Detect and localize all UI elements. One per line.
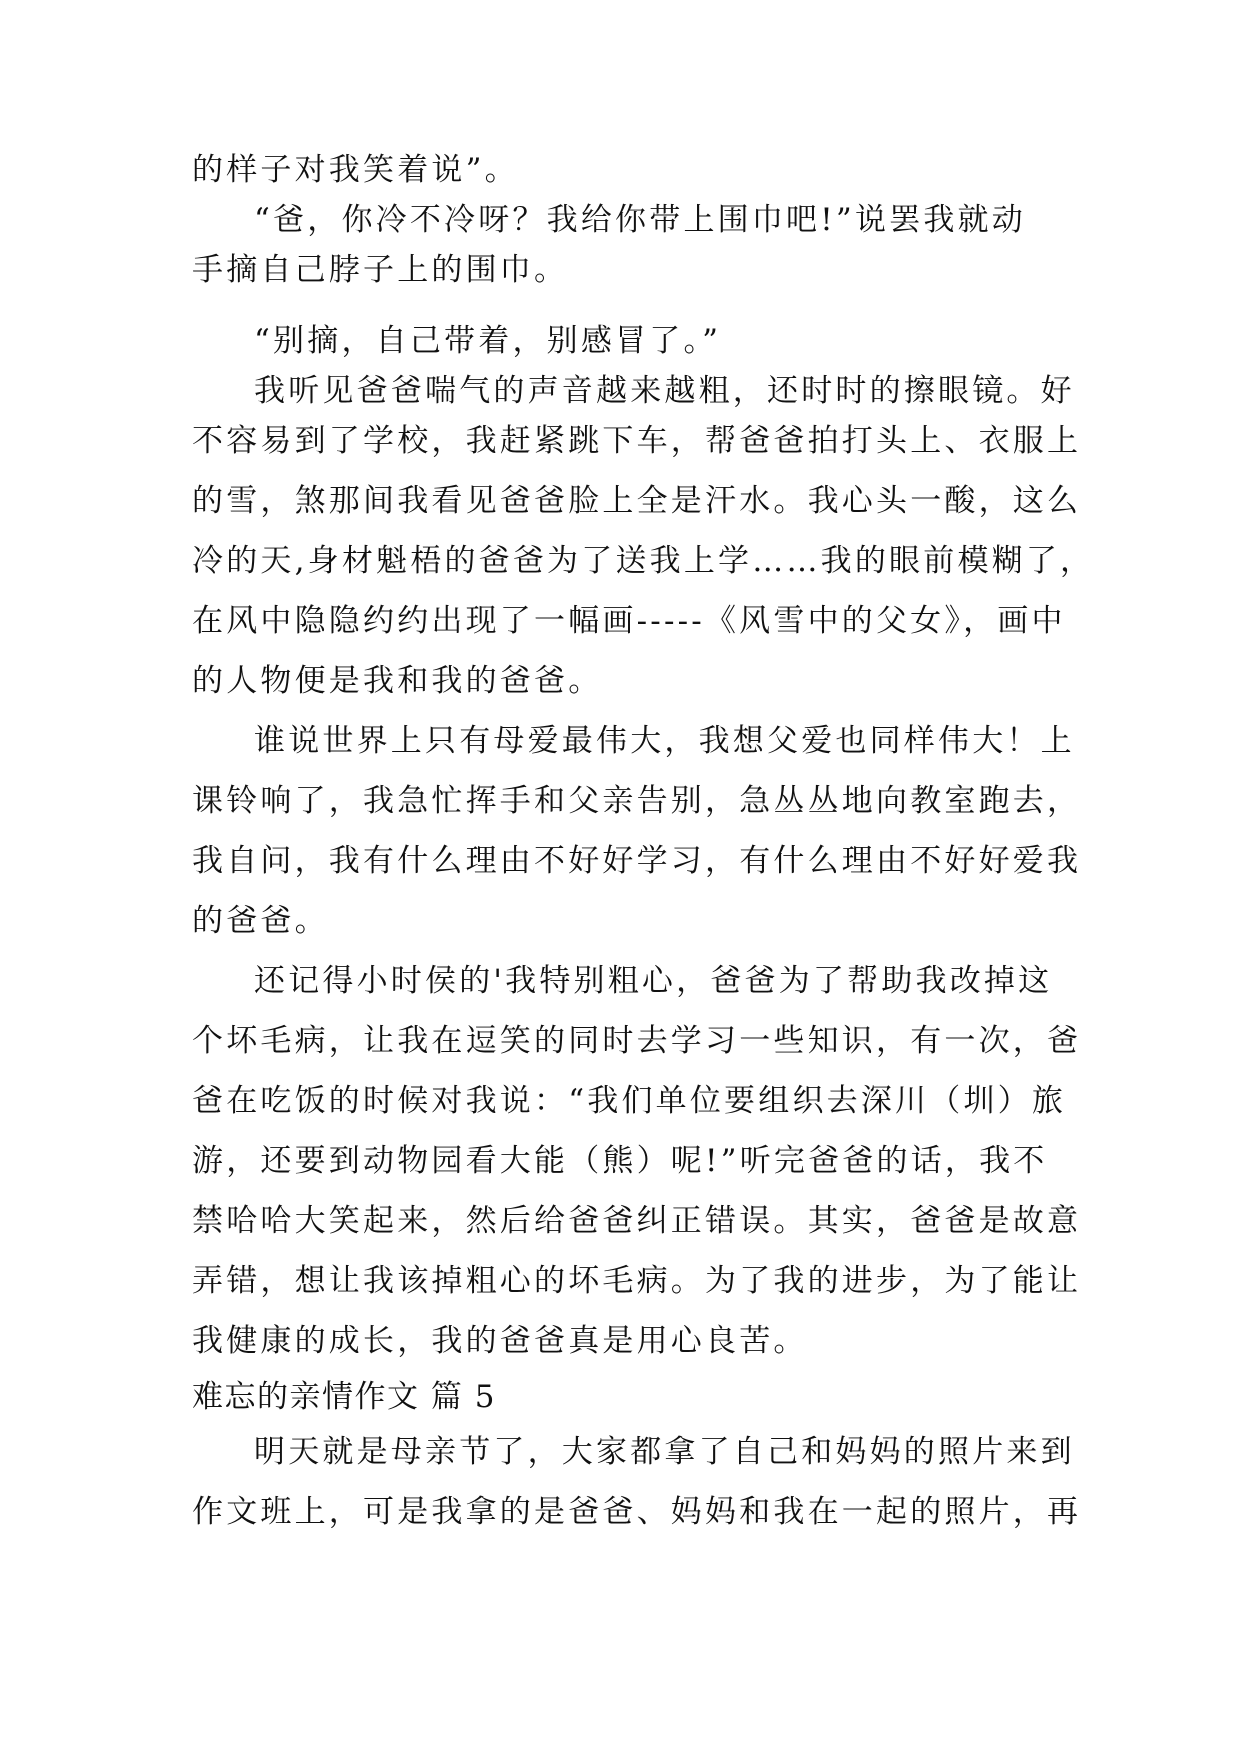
text-line: “别摘，自己带着，别感冒了。”	[254, 323, 722, 359]
text-line: 我听见爸爸喘气的声音越来越粗，还时时的擦眼镜。好	[254, 373, 1075, 409]
text-line: 的雪，煞那间我看见爸爸脸上全是汗水。我心头一酸，这么	[192, 483, 1082, 519]
text-line: 爸在吃饭的时候对我说：“我们单位要组织去深川（圳）旅	[192, 1083, 1067, 1119]
text-line: 的爸爸。	[192, 903, 329, 939]
text-line: 禁哈哈大笑起来，然后给爸爸纠正错误。其实，爸爸是故意	[192, 1203, 1082, 1239]
text-line: 的人物便是我和我的爸爸。	[192, 663, 603, 699]
text-line: 在风中隐隐约约出现了一幅画-----《风雪中的父女》，画中	[192, 603, 1066, 639]
text-line: 谁说世界上只有母爱最伟大，我想父爱也同样伟大！上	[254, 723, 1075, 759]
text-line: 我自问，我有什么理由不好好学习，有什么理由不好好爱我	[192, 843, 1082, 879]
text-line: 还记得小时侯的'我特别粗心，爸爸为了帮助我改掉这	[254, 963, 1053, 999]
text-line: 明天就是母亲节了，大家都拿了自己和妈妈的照片来到	[254, 1434, 1075, 1470]
text-line: “爸，你冷不冷呀？我给你带上围巾吧!”说罢我就动	[254, 202, 1026, 238]
section-heading: 难忘的亲情作文 篇 5	[192, 1379, 496, 1415]
text-line: 作文班上，可是我拿的是爸爸、妈妈和我在一起的照片，再	[192, 1494, 1082, 1530]
text-line: 的样子对我笑着说”。	[192, 152, 519, 188]
text-line: 弄错，想让我该掉粗心的坏毛病。为了我的进步，为了能让	[192, 1263, 1082, 1299]
text-line: 冷的天,身材魁梧的爸爸为了送我上学……我的眼前模糊了，	[192, 543, 1095, 579]
text-line: 手摘自己脖子上的围巾。	[192, 252, 569, 288]
text-line: 游，还要到动物园看大能（熊）呢!”听完爸爸的话，我不	[192, 1143, 1048, 1179]
text-line: 课铃响了，我急忙挥手和父亲告别，急丛丛地向教室跑去，	[192, 783, 1082, 819]
text-line: 不容易到了学校，我赶紧跳下车，帮爸爸拍打头上、衣服上	[192, 423, 1082, 459]
text-line: 我健康的成长，我的爸爸真是用心良苦。	[192, 1323, 808, 1359]
text-line: 个坏毛病，让我在逗笑的同时去学习一些知识，有一次，爸	[192, 1023, 1082, 1059]
